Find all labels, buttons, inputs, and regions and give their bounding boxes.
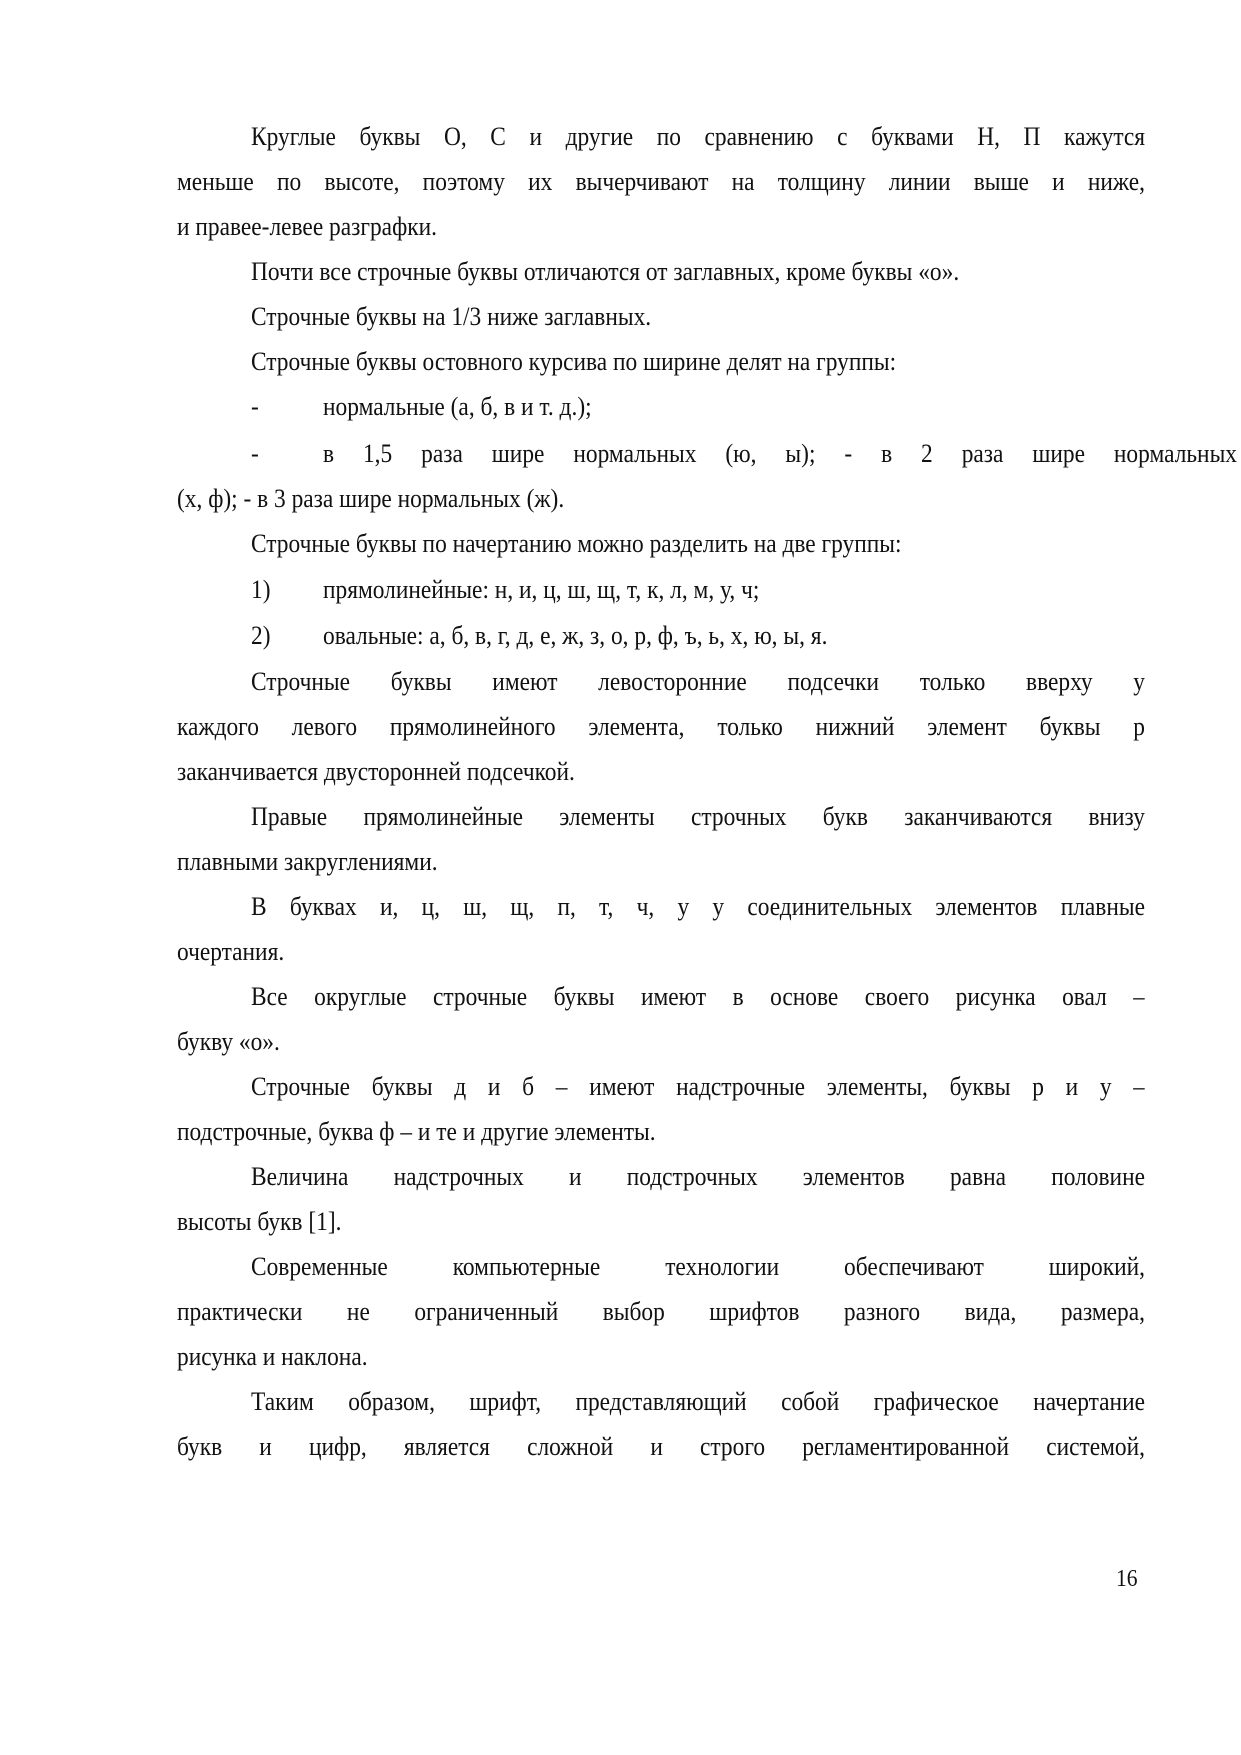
text-line: рисунка и наклона. <box>177 1342 368 1371</box>
text-line: Правые прямолинейные элементы строчных букв заканчиваются внизу <box>251 802 1145 831</box>
list-item-text: нормальные (а, б, в и т. д.); <box>323 392 592 421</box>
text-line: подстрочные, буква ф – и те и другие элементы. <box>177 1117 656 1146</box>
text-line: заканчивается двусторонней подсечкой. <box>177 757 575 786</box>
text-line: букв и цифр, является сложной и строго регламентированной системой, <box>177 1432 1145 1461</box>
list-marker: - <box>251 439 259 468</box>
text-line: Строчные буквы на 1/3 ниже заглавных. <box>251 302 652 331</box>
text-line: и правее-левее разграфки. <box>177 212 437 241</box>
page-number: 16 <box>1116 1566 1138 1592</box>
list-item-text: овальные: а, б, в, г, д, е, ж, з, о, р, ф, ъ, ь, х, ю, ы, я. <box>323 621 828 650</box>
text-line: Строчные буквы д и б – имеют надстрочные элементы, буквы р и у – <box>251 1072 1145 1101</box>
list-item-text: прямолинейные: н, и, ц, ш, щ, т, к, л, м, у, ч; <box>323 575 760 604</box>
text-line: Почти все строчные буквы отличаются от заглавных, кроме буквы «о». <box>251 257 960 286</box>
list-marker: 2) <box>251 621 271 650</box>
text-line: высоты букв [1]. <box>177 1207 342 1236</box>
text-line: очертания. <box>177 937 285 966</box>
text-line: практически не ограниченный выбор шрифтов разного вида, размера, <box>177 1297 1145 1326</box>
text-line: Строчные буквы имеют левосторонние подсечки только вверху у <box>251 667 1145 696</box>
text-line: Строчные буквы по начертанию можно разделить на две группы: <box>251 529 902 558</box>
text-line: Все округлые строчные буквы имеют в основе своего рисунка овал – <box>251 982 1145 1011</box>
text-line: Круглые буквы О, С и другие по сравнению с буквами Н, П кажутся <box>251 122 1145 151</box>
text-line: Таким образом, шрифт, представляющий собой графическое начертание <box>251 1387 1145 1416</box>
text-line: меньше по высоте, поэтому их вычерчивают на толщину линии выше и ниже, <box>177 167 1145 196</box>
text-line: букву «о». <box>177 1027 280 1056</box>
text-line: Современные компьютерные технологии обеспечивают широкий, <box>251 1252 1145 1281</box>
list-item-text: в 1,5 раза шире нормальных (ю, ы); - в 2 раза шире нормальных <box>323 439 1237 468</box>
list-marker: - <box>251 392 259 421</box>
list-marker: 1) <box>251 575 271 604</box>
text-line: Строчные буквы остовного курсива по ширине делят на группы: <box>251 347 897 376</box>
text-line: Величина надстрочных и подстрочных элементов равна половине <box>251 1162 1145 1191</box>
text-line: (х, ф); - в 3 раза шире нормальных (ж). <box>177 484 565 513</box>
text-line: В буквах и, ц, ш, щ, п, т, ч, у у соединительных элементов плавные <box>251 892 1145 921</box>
text-line: каждого левого прямолинейного элемента, только нижний элемент буквы р <box>177 712 1145 741</box>
text-line: плавными закруглениями. <box>177 847 438 876</box>
